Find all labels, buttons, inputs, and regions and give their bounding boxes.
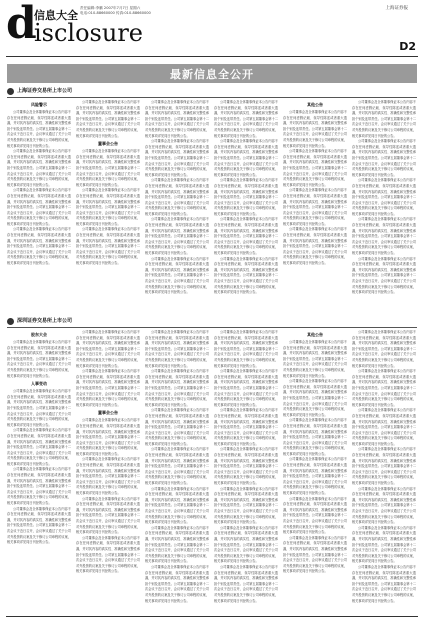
article-paragraph: 公司董事会及全体董事保证本公告内容不存在任何虚假记载、误导性陈述或者重大遗漏，并对其内容的真实性、准确性和完整性承担个别及连带责任。公司第五届董事会第十二次会议于近日召开，会议审议通过了关于公司对外投资的议案及关于修订公司章程的议案，相关事项详见同日刊登的公告。 xyxy=(7,149,71,187)
column xyxy=(283,100,347,296)
article-paragraph: 公司董事会及全体董事保证本公告内容不存在任何虚假记载、误导性陈述或者重大遗漏，并对其内容的真实性、准确性和完整性承担个别及连带责任。公司第五届董事会第十二次会议于近日召开，会议审议通过了关于公司对外投资的议案及关于修订公司章程的议案，相关事项详见同日刊登的公告。 xyxy=(283,340,347,378)
masthead-info-line-2: 电话:010-88660000 传真:010-88660000 xyxy=(80,11,151,15)
article-paragraph: 公司董事会及全体董事保证本公告内容不存在任何虚假记载、误导性陈述或者重大遗漏，并对其内容的真实性、准确性和完整性承担个别及连带责任。公司第五届董事会第十二次会议于近日召开，会议审议通过了关于公司对外投资的议案及关于修订公司章程的议案，相关事项详见同日刊登的公告。 xyxy=(214,330,278,368)
banner-title: 最新信息全公开 xyxy=(170,68,254,81)
article-paragraph: 公司董事会及全体董事保证本公告内容不存在任何虚假记载、误导性陈述或者重大遗漏，并对其内容的真实性、准确性和完整性承担个别及连带责任。公司第五届董事会第十二次会议于近日召开，会议审议通过了关于公司对外投资的议案及关于修订公司章程的议案，相关事项详见同日刊登的公告。 xyxy=(76,149,140,187)
column-subhead: 其他公告 xyxy=(307,102,323,107)
article-paragraph: 公司董事会及全体董事保证本公告内容不存在任何虚假记载、误导性陈述或者重大遗漏，并对其内容的真实性、准确性和完整性承担个别及连带责任。公司第五届董事会第十二次会议于近日召开，会议审议通过了关于公司对外投资的议案及关于修订公司章程的议案，相关事项详见同日刊登的公告。 xyxy=(7,389,71,427)
section-divider xyxy=(7,327,417,328)
column-subhead: 风险警示 xyxy=(31,102,47,107)
bullet-icon xyxy=(7,318,14,325)
article-paragraph: 公司董事会及全体董事保证本公告内容不存在任何虚假记载、误导性陈述或者重大遗漏，并对其内容的真实性、准确性和完整性承担个别及连带责任。公司第五届董事会第十二次会议于近日召开，会议审议通过了关于公司对外投资的议案及关于修订公司章程的议案，相关事项详见同日刊登的公告。 xyxy=(76,418,140,456)
article-paragraph: 公司董事会及全体董事保证本公告内容不存在任何虚假记载、误导性陈述或者重大遗漏，并对其内容的真实性、准确性和完整性承担个别及连带责任。公司第五届董事会第十二次会议于近日召开，会议审议通过了关于公司对外投资的议案及关于修订公司章程的议案，相关事项详见同日刊登的公告。 xyxy=(76,496,140,535)
article-paragraph: 公司董事会及全体董事保证本公告内容不存在任何虚假记载、误导性陈述或者重大遗漏，并对其内容的真实性、准确性和完整性承担个别及连带责任。公司第五届董事会第十二次会议于近日召开，会议审议通过了关于公司对外投资的议案及关于修订公司章程的议案，相关事项详见同日刊登的公告。 xyxy=(7,227,71,266)
article-paragraph: 公司董事会及全体董事保证本公告内容不存在任何虚假记载、误导性陈述或者重大遗漏，并对其内容的真实性、准确性和完整性承担个别及连带责任。公司第五届董事会第十二次会议于近日召开，会议审议通过了关于公司对外投资的议案及关于修订公司章程的议案，相关事项详见同日刊登的公告。 xyxy=(214,486,278,525)
article-paragraph: 公司董事会及全体董事保证本公告内容不存在任何虚假记载、误导性陈述或者重大遗漏，并对其内容的真实性、准确性和完整性承担个别及连带责任。公司第五届董事会第十二次会议于近日召开，会议审议通过了关于公司对外投资的议案及关于修订公司章程的议案，相关事项详见同日刊登的公告。 xyxy=(145,100,209,138)
article-paragraph: 公司董事会及全体董事保证本公告内容不存在任何虚假记载、误导性陈述或者重大遗漏，并对其内容的真实性、准确性和完整性承担个别及连带责任。公司第五届董事会第十二次会议于近日召开，会议审议通过了关于公司对外投资的议案及关于修订公司章程的议案，相关事项详见同日刊登的公告。 xyxy=(214,217,278,256)
column xyxy=(214,100,278,296)
article-paragraph: 公司董事会及全体董事保证本公告内容不存在任何虚假记载、误导性陈述或者重大遗漏，并对其内容的真实性、准确性和完整性承担个别及连带责任。公司第五届董事会第十二次会议于近日召开，会议审议通过了关于公司对外投资的议案及关于修订公司章程的议案，相关事项详见同日刊登的公告。 xyxy=(283,227,347,266)
article-paragraph: 公司董事会及全体董事保证本公告内容不存在任何虚假记载、误导性陈述或者重大遗漏，并对其内容的真实性、准确性和完整性承担个别及连带责任。公司第五届董事会第十二次会议于近日召开，会议审议通过了关于公司对外投资的议案及关于修订公司章程的议案，相关事项详见同日刊登的公告。 xyxy=(145,486,209,525)
article-paragraph: 公司董事会及全体董事保证本公告内容不存在任何虚假记载、误导性陈述或者重大遗漏，并对其内容的真实性、准确性和完整性承担个别及连带责任。公司第五届董事会第十二次会议于近日召开，会议审议通过了关于公司对外投资的议案及关于修订公司章程的议案，相关事项详见同日刊登的公告。 xyxy=(7,506,71,545)
article-paragraph: 公司董事会及全体董事保证本公告内容不存在任何虚假记载、误导性陈述或者重大遗漏，并对其内容的真实性、准确性和完整性承担个别及连带责任。公司第五届董事会第十二次会议于近日召开，会议审议通过了关于公司对外投资的议案及关于修订公司章程的议案，相关事项详见同日刊登的公告。 xyxy=(352,139,416,177)
article-paragraph: 公司董事会及全体董事保证本公告内容不存在任何虚假记载、误导性陈述或者重大遗漏，并对其内容的真实性、准确性和完整性承担个别及连带责任。公司第五届董事会第十二次会议于近日召开，会议审议通过了关于公司对外投资的议案及关于修订公司章程的议案，相关事项详见同日刊登的公告。 xyxy=(214,408,278,446)
article-paragraph: 公司董事会及全体董事保证本公告内容不存在任何虚假记载、误导性陈述或者重大遗漏，并对其内容的真实性、准确性和完整性承担个别及连带责任。公司第五届董事会第十二次会议于近日召开，会议审议通过了关于公司对外投资的议案及关于修订公司章程的议案，相关事项详见同日刊登的公告。 xyxy=(145,564,209,603)
section-title: 上海证券交易所上市公司 xyxy=(17,88,73,94)
article-paragraph: 公司董事会及全体董事保证本公告内容不存在任何虚假记载、误导性陈述或者重大遗漏，并对其内容的真实性、准确性和完整性承担个别及连带责任。公司第五届董事会第十二次会议于近日召开，会议审议通过了关于公司对外投资的议案及关于修订公司章程的议案，相关事项详见同日刊登的公告。 xyxy=(283,110,347,148)
edition-label: 上海证券报 xyxy=(385,6,408,11)
masthead-info xyxy=(80,6,151,16)
column xyxy=(283,330,347,610)
top-divider xyxy=(6,56,418,57)
brand-title-cn: 信息大全 xyxy=(34,9,78,22)
article-paragraph: 公司董事会及全体董事保证本公告内容不存在任何虚假记载、误导性陈述或者重大遗漏，并对其内容的真实性、准确性和完整性承担个别及连带责任。公司第五届董事会第十二次会议于近日召开，会议审议通过了关于公司对外投资的议案及关于修订公司章程的议案，相关事项详见同日刊登的公告。 xyxy=(352,525,416,564)
column xyxy=(352,100,416,296)
article-paragraph: 公司董事会及全体董事保证本公告内容不存在任何虚假记载、误导性陈述或者重大遗漏，并对其内容的真实性、准确性和完整性承担个别及连带责任。公司第五届董事会第十二次会议于近日召开，会议审议通过了关于公司对外投资的议案及关于修订公司章程的议案，相关事项详见同日刊登的公告。 xyxy=(352,217,416,256)
article-paragraph: 公司董事会及全体董事保证本公告内容不存在任何虚假记载、误导性陈述或者重大遗漏，并对其内容的真实性、准确性和完整性承担个别及连带责任。公司第五届董事会第十二次会议于近日召开，会议审议通过了关于公司对外投资的议案及关于修订公司章程的议案，相关事项详见同日刊登的公告。 xyxy=(145,447,209,486)
article-paragraph: 公司董事会及全体董事保证本公告内容不存在任何虚假记载、误导性陈述或者重大遗漏，并对其内容的真实性、准确性和完整性承担个别及连带责任。公司第五届董事会第十二次会议于近日召开，会议审议通过了关于公司对外投资的议案及关于修订公司章程的议案，相关事项详见同日刊登的公告。 xyxy=(283,379,347,417)
article-paragraph: 公司董事会及全体董事保证本公告内容不存在任何虚假记载、误导性陈述或者重大遗漏，并对其内容的真实性、准确性和完整性承担个别及连带责任。公司第五届董事会第十二次会议于近日召开，会议审议通过了关于公司对外投资的议案及关于修订公司章程的议案，相关事项详见同日刊登的公告。 xyxy=(76,188,140,226)
column xyxy=(352,330,416,610)
article-paragraph: 公司董事会及全体董事保证本公告内容不存在任何虚假记载、误导性陈述或者重大遗漏，并对其内容的真实性、准确性和完整性承担个别及连带责任。公司第五届董事会第十二次会议于近日召开，会议审议通过了关于公司对外投资的议案及关于修订公司章程的议案，相关事项详见同日刊登的公告。 xyxy=(352,330,416,368)
article-paragraph: 公司董事会及全体董事保证本公告内容不存在任何虚假记载、误导性陈述或者重大遗漏，并对其内容的真实性、准确性和完整性承担个别及连带责任。公司第五届董事会第十二次会议于近日召开，会议审议通过了关于公司对外投资的议案及关于修订公司章程的议案，相关事项详见同日刊登的公告。 xyxy=(145,408,209,446)
article-paragraph: 公司董事会及全体董事保证本公告内容不存在任何虚假记载、误导性陈述或者重大遗漏，并对其内容的真实性、准确性和完整性承担个别及连带责任。公司第五届董事会第十二次会议于近日召开，会议审议通过了关于公司对外投资的议案及关于修订公司章程的议案，相关事项详见同日刊登的公告。 xyxy=(214,369,278,407)
column-subhead: 人事变动 xyxy=(31,381,47,387)
column xyxy=(76,330,140,610)
column-subhead: 董事会公告 xyxy=(98,141,118,147)
section-divider xyxy=(7,97,417,98)
article-paragraph: 公司董事会及全体董事保证本公告内容不存在任何虚假记载、误导性陈述或者重大遗漏，并对其内容的真实性、准确性和完整性承担个别及连带责任。公司第五届董事会第十二次会议于近日召开，会议审议通过了关于公司对外投资的议案及关于修订公司章程的议案，相关事项详见同日刊登的公告。 xyxy=(352,447,416,486)
masthead xyxy=(0,0,424,60)
article-paragraph: 公司董事会及全体董事保证本公告内容不存在任何虚假记载、误导性陈述或者重大遗漏，并对其内容的真实性、准确性和完整性承担个别及连带责任。公司第五届董事会第十二次会议于近日召开，会议审议通过了关于公司对外投资的议案及关于修订公司章程的议案，相关事项详见同日刊登的公告。 xyxy=(145,369,209,407)
column xyxy=(7,330,71,610)
article-paragraph: 公司董事会及全体董事保证本公告内容不存在任何虚假记载、误导性陈述或者重大遗漏，并对其内容的真实性、准确性和完整性承担个别及连带责任。公司第五届董事会第十二次会议于近日召开，会议审议通过了关于公司对外投资的议案及关于修订公司章程的议案，相关事项详见同日刊登的公告。 xyxy=(352,486,416,525)
logo-letter: d xyxy=(6,0,37,49)
article-paragraph: 公司董事会及全体董事保证本公告内容不存在任何虚假记载、误导性陈述或者重大遗漏，并对其内容的真实性、准确性和完整性承担个别及连带责任。公司第五届董事会第十二次会议于近日召开，会议审议通过了关于公司对外投资的议案及关于修订公司章程的议案，相关事项详见同日刊登的公告。 xyxy=(76,369,140,407)
bottom-divider xyxy=(6,616,418,617)
article-paragraph: 公司董事会及全体董事保证本公告内容不存在任何虚假记载、误导性陈述或者重大遗漏，并对其内容的真实性、准确性和完整性承担个别及连带责任。公司第五届董事会第十二次会议于近日召开，会议审议通过了关于公司对外投资的议案及关于修订公司章程的议案，相关事项详见同日刊登的公告。 xyxy=(214,525,278,564)
article-paragraph: 公司董事会及全体董事保证本公告内容不存在任何虚假记载、误导性陈述或者重大遗漏，并对其内容的真实性、准确性和完整性承担个别及连带责任。公司第五届董事会第十二次会议于近日召开，会议审议通过了关于公司对外投资的议案及关于修订公司章程的议案，相关事项详见同日刊登的公告。 xyxy=(352,564,416,603)
article-paragraph: 公司董事会及全体董事保证本公告内容不存在任何虚假记载、误导性陈述或者重大遗漏，并对其内容的真实性、准确性和完整性承担个别及连带责任。公司第五届董事会第十二次会议于近日召开，会议审议通过了关于公司对外投资的议案及关于修订公司章程的议案，相关事项详见同日刊登的公告。 xyxy=(145,217,209,256)
column-subhead: 股东大会 xyxy=(31,332,47,337)
article-paragraph: 公司董事会及全体董事保证本公告内容不存在任何虚假记载、误导性陈述或者重大遗漏，并对其内容的真实性、准确性和完整性承担个别及连带责任。公司第五届董事会第十二次会议于近日召开，会议审议通过了关于公司对外投资的议案及关于修订公司章程的议案，相关事项详见同日刊登的公告。 xyxy=(283,496,347,535)
article-paragraph: 公司董事会及全体董事保证本公告内容不存在任何虚假记载、误导性陈述或者重大遗漏，并对其内容的真实性、准确性和完整性承担个别及连带责任。公司第五届董事会第十二次会议于近日召开，会议审议通过了关于公司对外投资的议案及关于修订公司章程的议案，相关事项详见同日刊登的公告。 xyxy=(214,564,278,603)
article-paragraph: 公司董事会及全体董事保证本公告内容不存在任何虚假记载、误导性陈述或者重大遗漏，并对其内容的真实性、准确性和完整性承担个别及连带责任。公司第五届董事会第十二次会议于近日召开，会议审议通过了关于公司对外投资的议案及关于修订公司章程的议案，相关事项详见同日刊登的公告。 xyxy=(214,447,278,486)
article-paragraph: 公司董事会及全体董事保证本公告内容不存在任何虚假记载、误导性陈述或者重大遗漏，并对其内容的真实性、准确性和完整性承担个别及连带责任。公司第五届董事会第十二次会议于近日召开，会议审议通过了关于公司对外投资的议案及关于修订公司章程的议案，相关事项详见同日刊登的公告。 xyxy=(283,535,347,574)
article-paragraph: 公司董事会及全体董事保证本公告内容不存在任何虚假记载、误导性陈述或者重大遗漏，并对其内容的真实性、准确性和完整性承担个别及连带责任。公司第五届董事会第十二次会议于近日召开，会议审议通过了关于公司对外投资的议案及关于修订公司章程的议案，相关事项详见同日刊登的公告。 xyxy=(7,340,71,378)
page-number: D2 xyxy=(399,40,416,53)
article-paragraph: 公司董事会及全体董事保证本公告内容不存在任何虚假记载、误导性陈述或者重大遗漏，并对其内容的真实性、准确性和完整性承担个别及连带责任。公司第五届董事会第十二次会议于近日召开，会议审议通过了关于公司对外投资的议案及关于修订公司章程的议案，相关事项详见同日刊登的公告。 xyxy=(76,330,140,368)
column-subhead: 董事会公告 xyxy=(98,410,118,416)
brand-title-en: isclosure xyxy=(34,19,144,47)
article-paragraph: 公司董事会及全体董事保证本公告内容不存在任何虚假记载、误导性陈述或者重大遗漏，并对其内容的真实性、准确性和完整性承担个别及连带责任。公司第五届董事会第十二次会议于近日召开，会议审议通过了关于公司对外投资的议案及关于修订公司章程的议案，相关事项详见同日刊登的公告。 xyxy=(283,188,347,226)
column xyxy=(76,100,140,296)
article-paragraph: 公司董事会及全体董事保证本公告内容不存在任何虚假记载、误导性陈述或者重大遗漏，并对其内容的真实性、准确性和完整性承担个别及连带责任。公司第五届董事会第十二次会议于近日召开，会议审议通过了关于公司对外投资的议案及关于修订公司章程的议案，相关事项详见同日刊登的公告。 xyxy=(352,178,416,216)
article-paragraph: 公司董事会及全体董事保证本公告内容不存在任何虚假记载、误导性陈述或者重大遗漏，并对其内容的真实性、准确性和完整性承担个别及连带责任。公司第五届董事会第十二次会议于近日召开，会议审议通过了关于公司对外投资的议案及关于修订公司章程的议案，相关事项详见同日刊登的公告。 xyxy=(283,149,347,187)
section-title: 深圳证券交易所上市公司 xyxy=(17,318,73,324)
article-paragraph: 公司董事会及全体董事保证本公告内容不存在任何虚假记载、误导性陈述或者重大遗漏，并对其内容的真实性、准确性和完整性承担个别及连带责任。公司第五届董事会第十二次会议于近日召开，会议审议通过了关于公司对外投资的议案及关于修订公司章程的议案，相关事项详见同日刊登的公告。 xyxy=(145,256,209,295)
article-paragraph: 公司董事会及全体董事保证本公告内容不存在任何虚假记载、误导性陈述或者重大遗漏，并对其内容的真实性、准确性和完整性承担个别及连带责任。公司第五届董事会第十二次会议于近日召开，会议审议通过了关于公司对外投资的议案及关于修订公司章程的议案，相关事项详见同日刊登的公告。 xyxy=(145,525,209,564)
article-paragraph: 公司董事会及全体董事保证本公告内容不存在任何虚假记载、误导性陈述或者重大遗漏，并对其内容的真实性、准确性和完整性承担个别及连带责任。公司第五届董事会第十二次会议于近日召开，会议审议通过了关于公司对外投资的议案及关于修订公司章程的议案，相关事项详见同日刊登的公告。 xyxy=(76,457,140,496)
article-paragraph: 公司董事会及全体董事保证本公告内容不存在任何虚假记载、误导性陈述或者重大遗漏，并对其内容的真实性、准确性和完整性承担个别及连带责任。公司第五届董事会第十二次会议于近日召开，会议审议通过了关于公司对外投资的议案及关于修订公司章程的议案，相关事项详见同日刊登的公告。 xyxy=(7,467,71,506)
article-paragraph: 公司董事会及全体董事保证本公告内容不存在任何虚假记载、误导性陈述或者重大遗漏，并对其内容的真实性、准确性和完整性承担个别及连带责任。公司第五届董事会第十二次会议于近日召开，会议审议通过了关于公司对外投资的议案及关于修订公司章程的议案，相关事项详见同日刊登的公告。 xyxy=(214,178,278,216)
bullet-icon xyxy=(7,88,14,95)
section-header-sse xyxy=(7,86,187,97)
article-paragraph: 公司董事会及全体董事保证本公告内容不存在任何虚假记载、误导性陈述或者重大遗漏，并对其内容的真实性、准确性和完整性承担个别及连带责任。公司第五届董事会第十二次会议于近日召开，会议审议通过了关于公司对外投资的议案及关于修订公司章程的议案，相关事项详见同日刊登的公告。 xyxy=(283,418,347,456)
article-paragraph: 公司董事会及全体董事保证本公告内容不存在任何虚假记载、误导性陈述或者重大遗漏，并对其内容的真实性、准确性和完整性承担个别及连带责任。公司第五届董事会第十二次会议于近日召开，会议审议通过了关于公司对外投资的议案及关于修订公司章程的议案，相关事项详见同日刊登的公告。 xyxy=(76,227,140,266)
article-paragraph: 公司董事会及全体董事保证本公告内容不存在任何虚假记载、误导性陈述或者重大遗漏，并对其内容的真实性、准确性和完整性承担个别及连带责任。公司第五届董事会第十二次会议于近日召开，会议审议通过了关于公司对外投资的议案及关于修订公司章程的议案，相关事项详见同日刊登的公告。 xyxy=(145,139,209,177)
column xyxy=(145,330,209,610)
section-header-szse xyxy=(7,316,187,327)
masthead-info-line-1: 责任编辑:李鹏 2007年7月7日 星期六 xyxy=(80,6,141,10)
article-paragraph: 公司董事会及全体董事保证本公告内容不存在任何虚假记载、误导性陈述或者重大遗漏，并对其内容的真实性、准确性和完整性承担个别及连带责任。公司第五届董事会第十二次会议于近日召开，会议审议通过了关于公司对外投资的议案及关于修订公司章程的议案，相关事项详见同日刊登的公告。 xyxy=(7,428,71,466)
article-paragraph: 公司董事会及全体董事保证本公告内容不存在任何虚假记载、误导性陈述或者重大遗漏，并对其内容的真实性、准确性和完整性承担个别及连带责任。公司第五届董事会第十二次会议于近日召开，会议审议通过了关于公司对外投资的议案及关于修订公司章程的议案，相关事项详见同日刊登的公告。 xyxy=(283,457,347,496)
article-paragraph: 公司董事会及全体董事保证本公告内容不存在任何虚假记载、误导性陈述或者重大遗漏，并对其内容的真实性、准确性和完整性承担个别及连带责任。公司第五届董事会第十二次会议于近日召开，会议审议通过了关于公司对外投资的议案及关于修订公司章程的议案，相关事项详见同日刊登的公告。 xyxy=(7,110,71,148)
column-subhead: 其他公告 xyxy=(307,332,323,337)
article-paragraph: 公司董事会及全体董事保证本公告内容不存在任何虚假记载、误导性陈述或者重大遗漏，并对其内容的真实性、准确性和完整性承担个别及连带责任。公司第五届董事会第十二次会议于近日召开，会议审议通过了关于公司对外投资的议案及关于修订公司章程的议案，相关事项详见同日刊登的公告。 xyxy=(76,100,140,138)
column xyxy=(145,100,209,296)
article-paragraph: 公司董事会及全体董事保证本公告内容不存在任何虚假记载、误导性陈述或者重大遗漏，并对其内容的真实性、准确性和完整性承担个别及连带责任。公司第五届董事会第十二次会议于近日召开，会议审议通过了关于公司对外投资的议案及关于修订公司章程的议案，相关事项详见同日刊登的公告。 xyxy=(352,100,416,138)
article-paragraph: 公司董事会及全体董事保证本公告内容不存在任何虚假记载、误导性陈述或者重大遗漏，并对其内容的真实性、准确性和完整性承担个别及连带责任。公司第五届董事会第十二次会议于近日召开，会议审议通过了关于公司对外投资的议案及关于修订公司章程的议案，相关事项详见同日刊登的公告。 xyxy=(352,369,416,407)
article-paragraph: 公司董事会及全体董事保证本公告内容不存在任何虚假记载、误导性陈述或者重大遗漏，并对其内容的真实性、准确性和完整性承担个别及连带责任。公司第五届董事会第十二次会议于近日召开，会议审议通过了关于公司对外投资的议案及关于修订公司章程的议案，相关事项详见同日刊登的公告。 xyxy=(214,139,278,177)
article-paragraph: 公司董事会及全体董事保证本公告内容不存在任何虚假记载、误导性陈述或者重大遗漏，并对其内容的真实性、准确性和完整性承担个别及连带责任。公司第五届董事会第十二次会议于近日召开，会议审议通过了关于公司对外投资的议案及关于修订公司章程的议案，相关事项详见同日刊登的公告。 xyxy=(214,256,278,295)
article-paragraph: 公司董事会及全体董事保证本公告内容不存在任何虚假记载、误导性陈述或者重大遗漏，并对其内容的真实性、准确性和完整性承担个别及连带责任。公司第五届董事会第十二次会议于近日召开，会议审议通过了关于公司对外投资的议案及关于修订公司章程的议案，相关事项详见同日刊登的公告。 xyxy=(7,188,71,226)
article-paragraph: 公司董事会及全体董事保证本公告内容不存在任何虚假记载、误导性陈述或者重大遗漏，并对其内容的真实性、准确性和完整性承担个别及连带责任。公司第五届董事会第十二次会议于近日召开，会议审议通过了关于公司对外投资的议案及关于修订公司章程的议案，相关事项详见同日刊登的公告。 xyxy=(352,408,416,446)
column xyxy=(7,100,71,296)
article-paragraph: 公司董事会及全体董事保证本公告内容不存在任何虚假记载、误导性陈述或者重大遗漏，并对其内容的真实性、准确性和完整性承担个别及连带责任。公司第五届董事会第十二次会议于近日召开，会议审议通过了关于公司对外投资的议案及关于修订公司章程的议案，相关事项详见同日刊登的公告。 xyxy=(76,535,140,574)
column xyxy=(214,330,278,610)
article-paragraph: 公司董事会及全体董事保证本公告内容不存在任何虚假记载、误导性陈述或者重大遗漏，并对其内容的真实性、准确性和完整性承担个别及连带责任。公司第五届董事会第十二次会议于近日召开，会议审议通过了关于公司对外投资的议案及关于修订公司章程的议案，相关事项详见同日刊登的公告。 xyxy=(145,178,209,216)
section-banner xyxy=(7,64,417,83)
article-paragraph: 公司董事会及全体董事保证本公告内容不存在任何虚假记载、误导性陈述或者重大遗漏，并对其内容的真实性、准确性和完整性承担个别及连带责任。公司第五届董事会第十二次会议于近日召开，会议审议通过了关于公司对外投资的议案及关于修订公司章程的议案，相关事项详见同日刊登的公告。 xyxy=(214,100,278,138)
article-paragraph: 公司董事会及全体董事保证本公告内容不存在任何虚假记载、误导性陈述或者重大遗漏，并对其内容的真实性、准确性和完整性承担个别及连带责任。公司第五届董事会第十二次会议于近日召开，会议审议通过了关于公司对外投资的议案及关于修订公司章程的议案，相关事项详见同日刊登的公告。 xyxy=(352,256,416,295)
article-paragraph: 公司董事会及全体董事保证本公告内容不存在任何虚假记载、误导性陈述或者重大遗漏，并对其内容的真实性、准确性和完整性承担个别及连带责任。公司第五届董事会第十二次会议于近日召开，会议审议通过了关于公司对外投资的议案及关于修订公司章程的议案，相关事项详见同日刊登的公告。 xyxy=(145,330,209,368)
